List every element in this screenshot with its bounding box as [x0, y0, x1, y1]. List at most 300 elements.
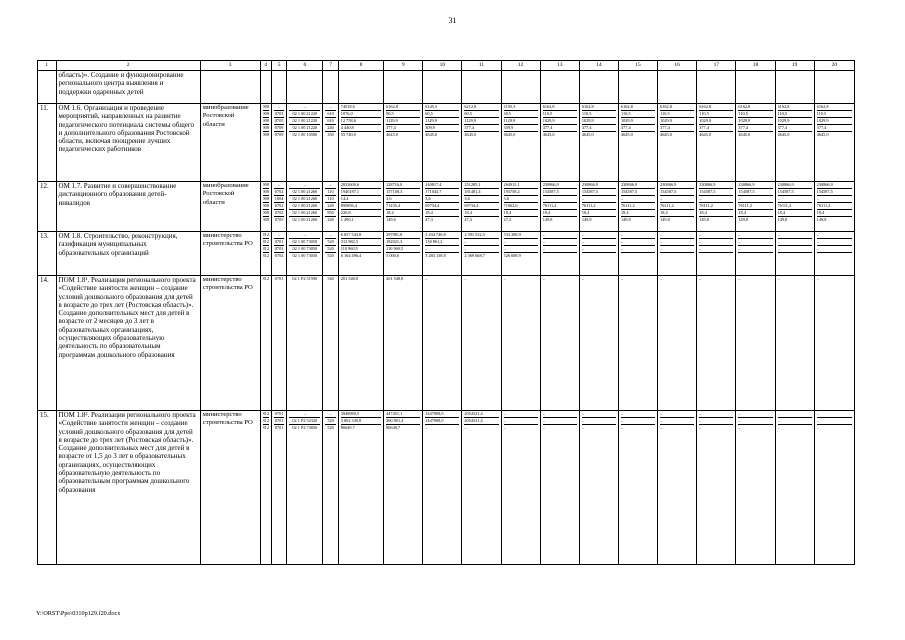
value-line: –	[738, 425, 741, 431]
value-line	[699, 253, 733, 259]
value-line: 377,4	[778, 125, 812, 132]
value-line: –	[274, 182, 284, 189]
value-cell	[501, 104, 540, 182]
header-cell: 19	[775, 61, 814, 71]
value-line: –	[274, 232, 284, 239]
row-number: 13.	[38, 232, 57, 276]
value-line: 1129,9	[464, 118, 498, 125]
value-line: –	[699, 232, 733, 239]
value-line: 908	[262, 217, 269, 223]
value-line: –	[660, 411, 694, 418]
value-line: –	[289, 182, 320, 189]
value-line: 812	[263, 239, 269, 246]
value-line: –	[778, 196, 812, 203]
value-line: 3 862 330,8	[341, 418, 381, 425]
value-line: –	[699, 276, 702, 281]
value-cell	[658, 411, 697, 565]
value-line: 0709	[274, 132, 284, 138]
value-cell	[501, 182, 540, 232]
measure-name: ОМ 1.8. Строительство, реконструкция, газификация муниципальных образовательных организаций	[56, 232, 200, 276]
value-line: 297981,8	[386, 232, 420, 239]
header-cell: 11	[462, 61, 501, 71]
value-line: 18,4	[660, 210, 694, 217]
value-line: 1029,9	[621, 118, 655, 125]
value-line: –	[738, 239, 772, 246]
value-line: 76111,2	[582, 203, 616, 210]
value-line: 110	[325, 189, 335, 196]
value-cell	[814, 411, 854, 565]
value-line: 149,8	[738, 217, 749, 223]
value-line: 193758,2	[504, 189, 538, 196]
value-line: 230866,9	[660, 182, 694, 189]
value-line: 3,6	[464, 196, 498, 203]
value-line: 12 758,6	[341, 118, 381, 125]
value-line: 02 1 00 21260	[289, 189, 320, 196]
value-line: –	[817, 411, 852, 418]
value-line: 18,4	[464, 210, 498, 217]
value-line: 4645,0	[503, 132, 516, 138]
value-cell	[462, 71, 501, 104]
value-line: 110	[325, 196, 335, 203]
value-line: 02 1 00 73050	[289, 239, 320, 246]
value-line: 1 490,1	[340, 217, 354, 223]
value-line	[582, 253, 616, 259]
value-line: 110 960,5	[341, 246, 381, 253]
value-cell	[658, 104, 697, 182]
header-cell: 2	[56, 61, 200, 71]
value-cell	[260, 104, 271, 182]
value-line: 154587,5	[778, 189, 812, 196]
value-line: 02 1 00 21260	[292, 217, 318, 223]
value-line: 18,4	[738, 210, 772, 217]
value-line: 908	[263, 111, 269, 118]
value-line: 18,4	[504, 210, 538, 217]
value-line: –	[660, 418, 694, 425]
value-line: –	[543, 239, 577, 246]
value-cell	[658, 71, 697, 104]
value-line: 4645,0	[777, 132, 790, 138]
value-line: 6162,8	[386, 104, 420, 111]
value-line: –	[699, 411, 733, 418]
value-line: 6162,8	[543, 104, 577, 111]
value-cell	[501, 411, 540, 565]
value-line: 18,4	[543, 210, 577, 217]
value-cell	[540, 71, 579, 104]
value-line: 55 740,0	[340, 132, 356, 138]
value-line: –	[464, 239, 498, 246]
value-cell	[338, 411, 383, 565]
value-line: 02 1 P2 73050	[292, 425, 318, 431]
value-cell	[338, 232, 383, 276]
value-cell	[323, 276, 338, 411]
responsible-executor	[200, 71, 260, 104]
column-number-header	[38, 61, 855, 71]
value-cell	[287, 411, 323, 565]
value-line: 18,4	[817, 210, 852, 217]
value-line: 1029,9	[660, 118, 694, 125]
value-line: 110 960,5	[386, 246, 420, 253]
value-line: –	[289, 232, 320, 239]
value-line: 520	[325, 239, 335, 246]
value-cell	[775, 182, 814, 232]
header-cell: 1	[38, 61, 57, 71]
value-line: –	[621, 418, 655, 425]
value-line: 6 164 496,4	[340, 253, 362, 259]
value-line: 4645,0	[464, 132, 477, 138]
value-line: 0701	[274, 276, 284, 281]
value-line: –	[542, 276, 545, 281]
value-line: –	[778, 239, 812, 246]
value-line: 76111,2	[621, 203, 655, 210]
value-line: 2832600,6	[341, 182, 381, 189]
value-cell	[323, 71, 338, 104]
value-line: –	[699, 196, 733, 203]
table-row	[38, 182, 855, 232]
value-line: –	[621, 196, 655, 203]
value-line: 154587,5	[660, 189, 694, 196]
value-line: 110,5	[738, 111, 772, 118]
value-line: –	[817, 196, 852, 203]
value-line: 0703	[274, 111, 284, 118]
value-line: 110,5	[778, 111, 812, 118]
value-cell	[579, 71, 618, 104]
value-cell	[271, 71, 286, 104]
value-line: 02 1 00 21220	[289, 125, 320, 132]
value-cell	[323, 232, 338, 276]
value-line: 18,4	[582, 210, 616, 217]
header-cell: 14	[579, 61, 618, 71]
value-line: 447451,1	[386, 411, 420, 418]
value-line: 377,4	[582, 125, 616, 132]
value-line: –	[816, 276, 819, 281]
value-line: 230866,9	[699, 182, 733, 189]
value-line: 02 1 00 21260	[289, 196, 320, 203]
value-line: 890856,4	[341, 203, 381, 210]
value-line: 47,3	[503, 217, 512, 223]
value-cell	[423, 182, 462, 232]
value-line: 76111,2	[778, 203, 812, 210]
value-cell	[287, 71, 323, 104]
value-line: 540	[327, 276, 334, 281]
value-line: 6162,8	[621, 104, 655, 111]
value-cell	[658, 232, 697, 276]
header-cell: 5	[271, 61, 286, 71]
value-line: 812	[262, 425, 269, 431]
file-path-footer: Y:\ORST\Ppo\0310p129.f20.docx	[36, 610, 121, 617]
value-line: 02 1 00 73050	[292, 253, 318, 259]
value-line: –	[543, 246, 577, 253]
value-line: –	[464, 276, 467, 281]
value-line: –	[581, 425, 584, 431]
value-cell	[260, 276, 271, 411]
value-line: 908	[263, 189, 269, 196]
value-line: 908	[262, 132, 269, 138]
value-line: 1029,9	[817, 118, 852, 125]
value-line: 908	[263, 210, 269, 217]
value-line: –	[738, 276, 741, 281]
value-line: 377,4	[464, 125, 498, 132]
value-line: –	[542, 425, 545, 431]
value-line: 6162,8	[699, 104, 733, 111]
measure-name: ПОМ 1.8¹. Реализация регионального проекта «Содействие занятости женщин – создание условий дошкольного образования для детей в возрасте до трех лет (Ростовская область)». Создание дополнительных мест для детей в возрасте от 2 месяцев до 3 лет в образовательных организациях, осуществляющих образовательную деятельность по образовательным программам дошкольного образования	[56, 276, 200, 411]
value-cell	[338, 71, 383, 104]
value-line: 526 688,9	[503, 253, 521, 259]
value-line: 110,5	[817, 111, 852, 118]
value-line: 2 391 532,3	[464, 232, 498, 239]
value-line: –	[582, 239, 616, 246]
value-line: 230866,9	[582, 182, 616, 189]
value-line: –	[620, 276, 624, 281]
value-cell	[287, 276, 323, 411]
value-line: 0701	[274, 425, 284, 431]
header-cell: 10	[423, 61, 462, 71]
value-cell	[540, 182, 579, 232]
budget-table	[37, 60, 855, 565]
value-cell	[736, 411, 775, 565]
value-cell	[736, 182, 775, 232]
value-cell	[618, 276, 657, 411]
value-line: 18,4	[699, 210, 733, 217]
value-line: 02 1 00 21260	[289, 203, 320, 210]
value-cell	[540, 276, 579, 411]
value-line: 47,3	[464, 217, 472, 223]
value-cell	[260, 182, 271, 232]
value-line: –	[543, 196, 577, 203]
value-cell	[775, 232, 814, 276]
value-cell	[579, 104, 618, 182]
header-cell: 16	[658, 61, 697, 71]
value-line: –	[660, 232, 694, 239]
row-number: 14.	[38, 276, 57, 411]
value-cell	[287, 104, 323, 182]
value-line: 0705	[274, 118, 284, 125]
value-line: 02 1 00 21260	[289, 210, 320, 217]
value-line: 1940187,1	[341, 189, 381, 196]
value-line: 18,4	[386, 210, 420, 217]
header-cell: 6	[287, 61, 323, 71]
value-cell	[618, 411, 657, 565]
value-line: 149,8	[581, 217, 592, 223]
responsible-executor: министерство строительства РО	[200, 276, 260, 411]
value-line: 6162,8	[738, 104, 772, 111]
value-line: 4645,0	[581, 132, 594, 138]
value-cell	[697, 276, 736, 411]
value-cell	[271, 411, 286, 565]
value-line: 3 283 138,8	[425, 253, 446, 259]
value-line: 1029,9	[778, 118, 812, 125]
value-line: 02 1 P2 52320	[289, 418, 320, 425]
value-cell	[697, 71, 736, 104]
value-line: 3,6	[504, 196, 538, 203]
value-cell	[260, 71, 271, 104]
value-line: 377,4	[738, 125, 772, 132]
value-line: 76111,2	[660, 203, 694, 210]
value-line: 2054521,4	[464, 418, 498, 425]
value-line: 76111,2	[738, 203, 772, 210]
value-line: –	[464, 425, 467, 431]
value-line: 240	[327, 217, 334, 223]
value-line: 1029,9	[543, 118, 577, 125]
value-line: –	[699, 239, 733, 246]
value-line: 240	[325, 125, 335, 132]
table-row	[38, 232, 855, 276]
value-line: 4 440,8	[341, 125, 381, 132]
value-line: 220,8	[341, 210, 381, 217]
value-line: 610	[325, 111, 335, 118]
value-line: –	[543, 418, 577, 425]
value-cell	[814, 276, 854, 411]
value-line: –	[504, 411, 538, 418]
value-line: –	[660, 246, 694, 253]
value-line: 520	[325, 246, 335, 253]
value-line: 610	[325, 118, 335, 125]
value-line: –	[778, 418, 812, 425]
value-cell	[579, 182, 618, 232]
table-row	[38, 411, 855, 565]
value-line: –	[325, 232, 335, 239]
value-line: 1029,9	[699, 118, 733, 125]
value-line: –	[325, 411, 335, 418]
value-line: –	[543, 411, 577, 418]
value-cell	[384, 232, 423, 276]
value-line: 533 288,9	[504, 232, 538, 239]
value-line: –	[660, 276, 663, 281]
value-line: 0702	[274, 210, 284, 217]
value-cell	[260, 232, 271, 276]
value-line: 3 434 740,8	[425, 232, 459, 239]
value-line: –	[289, 104, 320, 111]
value-cell	[462, 104, 501, 182]
header-cell: 4	[260, 61, 271, 71]
value-line: –	[325, 182, 335, 189]
value-line: 4645,0	[620, 132, 633, 138]
value-line: 0705	[274, 217, 284, 223]
value-line: 14,4	[341, 196, 381, 203]
value-line: 1129,9	[425, 118, 459, 125]
responsible-executor: министерство строительства РО	[200, 232, 260, 276]
value-line: 1004	[274, 196, 284, 203]
value-cell	[423, 411, 462, 565]
value-line: –	[464, 246, 498, 253]
value-line: –	[582, 418, 616, 425]
value-line: 149,8	[777, 217, 788, 223]
value-line: 69734,4	[425, 203, 459, 210]
value-cell	[579, 276, 618, 411]
value-line	[543, 253, 577, 259]
value-cell	[271, 232, 286, 276]
value-cell	[323, 104, 338, 182]
value-cell	[618, 182, 657, 232]
value-line: 230866,9	[621, 182, 655, 189]
value-line: 5 000,0	[386, 253, 400, 259]
header-cell: 3	[200, 61, 260, 71]
value-line: –	[660, 425, 663, 431]
value-line: –	[699, 425, 702, 431]
value-line: –	[738, 246, 772, 253]
value-line: 171043,7	[425, 189, 459, 196]
value-line: –	[582, 196, 616, 203]
value-line: 6145,3	[425, 104, 459, 111]
value-line: 02 1 00 10580	[292, 132, 318, 138]
value-line: 251285,1	[464, 182, 498, 189]
value-cell	[736, 276, 775, 411]
value-line: 520	[327, 425, 334, 431]
value-cell	[423, 232, 462, 276]
value-line: –	[817, 232, 852, 239]
value-line: 74018,6	[341, 104, 381, 111]
value-line: 60,5	[425, 111, 459, 118]
value-cell	[423, 71, 462, 104]
value-cell	[540, 104, 579, 182]
value-line: –	[289, 411, 320, 418]
value-line: 6212,8	[464, 104, 498, 111]
value-cell	[814, 71, 854, 104]
value-line: 201 548,8	[386, 276, 404, 281]
value-line: 312 882,5	[341, 239, 381, 246]
value-line: 0701	[274, 411, 284, 418]
value-cell	[814, 104, 854, 182]
value-line: 181481,4	[464, 189, 498, 196]
value-line: 02 1 00 21220	[289, 111, 320, 118]
value-line: 4645,0	[386, 132, 398, 138]
value-cell	[775, 71, 814, 104]
value-cell	[697, 104, 736, 182]
value-line: 520	[325, 418, 335, 425]
value-line: 1076,0	[341, 111, 381, 118]
value-line: 2054521,4	[464, 411, 498, 418]
value-line: –	[582, 232, 616, 239]
measure-name: область)». Создание и функционирование регионального центра выявления и поддержки одаренных детей	[56, 71, 200, 104]
value-line: –	[660, 196, 694, 203]
value-line: 520	[327, 253, 334, 259]
value-line: 1129,9	[386, 118, 420, 125]
value-line: 86649,7	[340, 425, 355, 431]
value-line: 240	[325, 203, 335, 210]
value-line: 812	[263, 232, 269, 239]
value-line: –	[503, 425, 506, 431]
value-line	[660, 253, 694, 259]
row-number	[38, 71, 57, 104]
value-line: –	[738, 196, 772, 203]
value-cell	[501, 276, 540, 411]
value-cell	[736, 71, 775, 104]
value-cell	[658, 276, 697, 411]
value-cell	[287, 182, 323, 232]
value-line: –	[621, 239, 655, 246]
value-line: 18,4	[425, 210, 459, 217]
value-cell	[540, 411, 579, 565]
value-line: 154587,5	[817, 189, 852, 196]
value-line: –	[425, 425, 428, 431]
value-line: 309,9	[425, 125, 459, 132]
header-cell: 17	[697, 61, 736, 71]
responsible-executor: министерство строительства РО	[200, 411, 260, 565]
value-line: 4645,0	[699, 132, 712, 138]
value-line: 6162,8	[778, 104, 812, 111]
value-cell	[462, 411, 501, 565]
value-line: 86649,7	[386, 425, 401, 431]
value-line: 47,3	[425, 217, 433, 223]
value-line: –	[503, 276, 506, 281]
value-line: 76111,2	[543, 203, 577, 210]
value-line: –	[816, 425, 819, 431]
value-line: 154587,5	[621, 189, 655, 196]
table-row	[38, 276, 855, 411]
value-cell	[423, 104, 462, 182]
value-line: 154587,5	[582, 189, 616, 196]
value-line: 377,4	[817, 125, 852, 132]
value-line: 240817,4	[425, 182, 459, 189]
